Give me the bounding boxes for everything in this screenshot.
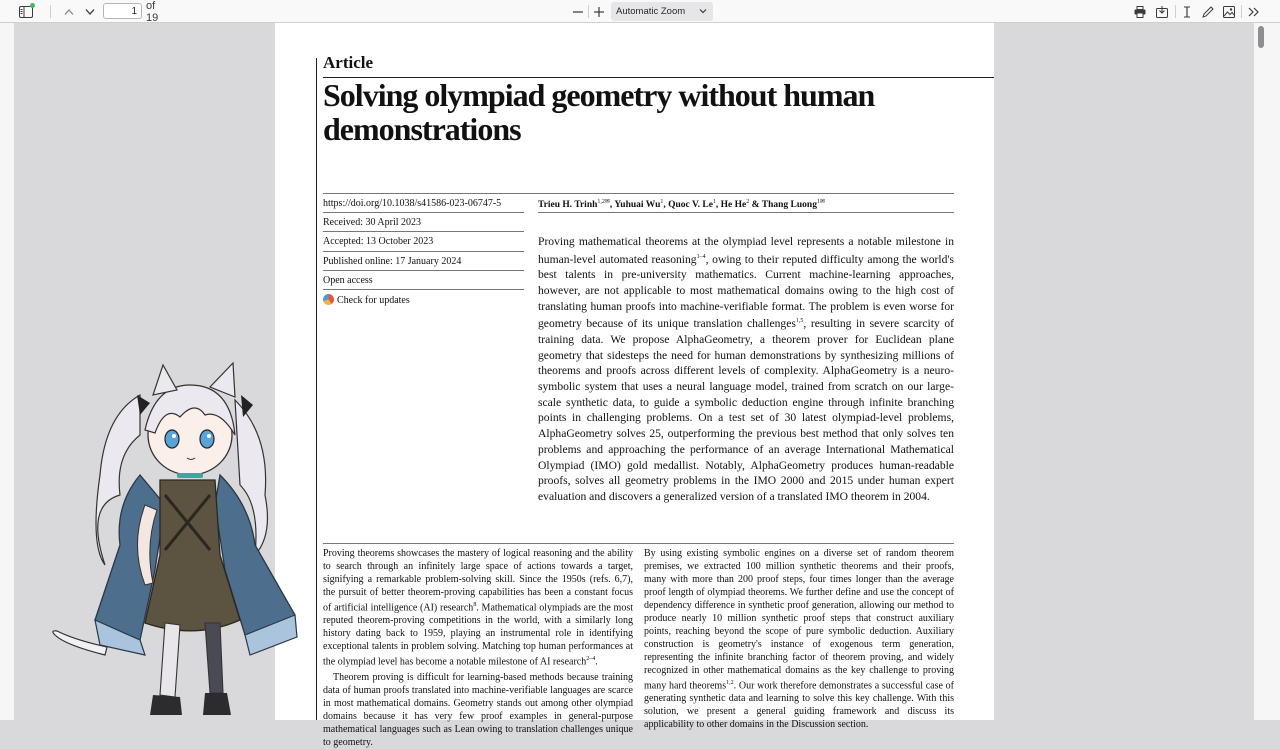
abstract-text: , owing to their reputed difficulty among the world's best talents in pre-university mathematics. Current machine-learning approaches, however, are not applicable to most mathematical domains owing to the high cost of translating human proofs into machine-verifiable format. The problem is even worse for geometry because of its unique translation challenges [538,252,954,331]
left-gutter [0,23,14,720]
print-icon[interactable] [1131,0,1149,23]
body-text: . [595,656,598,668]
article-title [323,78,973,146]
article-title-line: Solving olympiad geometry without human [323,77,875,113]
zoom-select[interactable] [611,2,713,21]
check-updates-label: Check for updates [337,295,410,306]
author-name[interactable]: , Quoc V. Le [663,200,713,211]
meta-rule [323,251,524,252]
author-name[interactable]: , Yuhuai Wu [609,200,661,211]
pdf-page [275,23,994,748]
page-total-label: of 19 [146,0,159,24]
published-date: Published online: 17 January 2024 [323,256,462,267]
citation[interactable]: 2–4 [586,656,596,663]
scrollbar-track[interactable] [1254,23,1280,720]
article-rule-vertical [316,58,317,720]
toolbar-separator [50,5,51,18]
open-access-label: Open access [323,275,373,286]
body-column-right [644,547,954,731]
body-text: . Our work therefore demonstrates a successful case of generating synthetic data and learning to solve this key challenge. With this solution, we present a general guiding framework and discuss its applicability to other domains in the Discussion section. [644,680,954,731]
zoom-out-icon[interactable] [570,0,586,23]
article-title-line: demonstrations [323,111,521,147]
meta-rule [323,270,524,271]
body-paragraph: Theorem proving is difficult for learning-based methods because training data of human proofs translated into machine-verifiable languages are scarce in most mathematical domains. Geometry stands out among other olympiad domains because it has very few proof examples in general-purpose mathematical languages such as Lean owing to translation challenges unique to geometry. [323,671,633,748]
pdf-toolbar [0,0,1280,23]
body-column-left [323,547,633,749]
author-affiliation: 2 [746,199,750,205]
next-page-icon[interactable] [82,0,98,23]
previous-page-icon[interactable] [61,0,77,23]
author-affiliation: 1 [712,199,716,205]
chevron-down-icon [698,5,708,20]
received-date: Received: 30 April 2023 [323,217,422,228]
citation[interactable]: 1,5 [795,318,804,325]
body-text: . Mathematical olympiads are the most reputed theorem-proving competitions in the world, with a similarly long history dating back to 1959, playing an instrumental role in identifying exceptional talents in problem solving. Matching top human performances at the olympiad level has become a notable milestone of AI research [323,602,633,668]
abstract-text: Proving mathematical theorems at the olympiad level represents a notable milestone in human-level automated reasoning [538,235,954,266]
author-affiliation: 1,2✉ [597,199,610,205]
scrollbar-thumb[interactable] [1258,26,1264,48]
zoom-in-icon[interactable] [591,0,607,23]
author-name[interactable]: & Thang Luong [749,200,817,211]
author-name[interactable]: Trieu H. Trinh [538,200,598,211]
toolbar-separator [1241,5,1242,18]
author-name[interactable]: , He He [715,200,747,211]
author-affiliation: 1✉ [816,199,825,205]
toolbar-separator [588,5,589,18]
page-number-input[interactable] [103,3,142,19]
check-updates-icon [323,294,334,305]
anime-mascot-image [45,355,315,720]
more-tools-icon[interactable] [1245,0,1263,23]
body-text: Proving theorems showcases the mastery of logical reasoning and the ability to search through an infinitely large space of actions towards a target, signifying a remarkable problem-solving skill. Since the 1950s (refs. 6,7), the pursuit of better theorem-proving capabilities has been a constant focus of artificial intelligence (AI) research [323,548,633,614]
body-paragraph [323,547,633,669]
abstract [538,234,954,505]
toolbar-separator [1175,5,1176,18]
author-list [538,198,825,210]
meta-rule [323,193,954,194]
sidebar-toggle-icon[interactable] [17,0,35,23]
meta-rule [323,231,524,232]
accepted-date: Accepted: 13 October 2023 [323,236,434,247]
citation[interactable]: 1,2 [726,680,734,686]
meta-rule [323,212,524,213]
article-type-label: Article [323,53,374,72]
save-icon[interactable] [1153,0,1171,23]
meta-rule [538,212,954,213]
doi-link[interactable]: https://doi.org/10.1038/s41586-023-06747-5 [323,198,502,209]
zoom-select-value: Automatic Zoom [616,6,686,17]
meta-rule [323,289,524,290]
abstract-text: , resulting in severe scarcity of training data. We propose AlphaGeometry, a theorem prover for Euclidean plane geometry that sidesteps the need for human demonstrations by synthesizing millions of theorems and proofs across different levels of complexity. AlphaGeometry is a neuro-symbolic system that uses a neural language model, trained from scratch on our large-scale synthetic data, to guide a symbolic deduction engine through infinite branching points in challenging problems. On a test set of 30 latest olympiad-level problems, AlphaGeometry solves 25, outperforming the previous best method that only solves ten problems and approaching the performance of an average International Mathematical Olympiad (IMO) gold medallist. Notably, AlphaGeometry produces human-readable proofs, solves all geometry problems in the IMO 2000 and 2015 under human expert evaluation and discovers a generalized version of a translated IMO theorem in 2004. [538,317,955,503]
check-for-updates-link[interactable] [323,294,410,306]
image-icon[interactable] [1220,0,1238,23]
body-text: By using existing symbolic engines on a diverse set of random theorem premises, we extracted 100 million synthetic theorems and their proofs, many with more than 200 proof steps, four times longer than the average proof length of olympiad theorems. We further define and use the concept of dependency difference in synthetic proof generation, allowing our method to produce nearly 10 million synthetic proof steps that construct auxiliary points, reaching beyond the scope of pure symbolic deduction. Auxiliary construction is geometry's instance of exogenous term generation, representing the infinite branching factor of theorem proving, and widely recognized in other mathematical domains as the key challenge to proving many hard theorems [644,548,954,692]
text-select-icon[interactable] [1179,0,1195,23]
citation[interactable]: 1–4 [696,253,706,260]
author-affiliation: 1 [660,199,664,205]
abstract-rule [323,543,954,544]
citation[interactable]: 8 [473,602,477,608]
draw-icon[interactable] [1199,0,1217,23]
body-paragraph [644,547,954,731]
